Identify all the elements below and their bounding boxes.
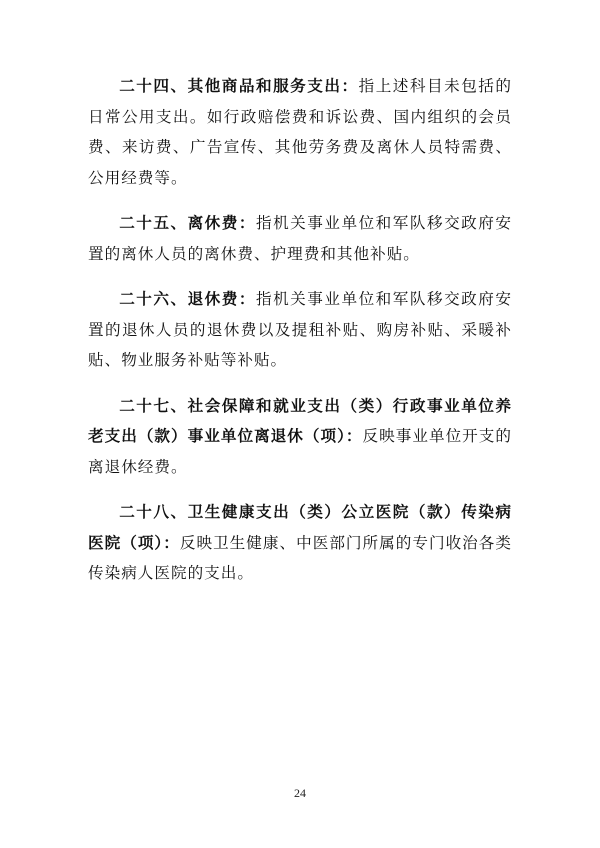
paragraph-25-text: 指机关事业单位和军队移交政府安置的离休人员的离休费、护理费和其他补贴。 [88,214,512,263]
page-number: 24 [294,786,306,800]
paragraph-24-heading: 二十四、其他商品和服务支出： [119,76,359,95]
paragraph-28-heading: 二十八、卫生健康支出（类）公立医院（款）传染病医院（项）： [88,502,512,552]
paragraph-25 [88,208,512,269]
paragraph-28 [88,497,512,589]
paragraph-24-text: 指上述科目未包括的日常公用支出。如行政赔偿费和诉讼费、国内组织的会员费、来访费、广告宣传、其他劳务费及离休人员特需费、公用经费等。 [88,77,512,187]
paragraph-27-text: 反映事业单位开支的离退休经费。 [88,427,512,476]
paragraph-27 [88,391,512,483]
document-body [88,71,512,604]
paragraph-27-heading: 二十七、社会保障和就业支出（类）行政事业单位养老支出（款）事业单位离退休（项）： [88,395,512,445]
paragraph-26-text: 指机关事业单位和军队移交政府安置的退休人员的退休费以及提租补贴、购房补贴、采暖补贴、物业服务补贴等补贴。 [88,290,512,369]
paragraph-28-text: 反映卫生健康、中医部门所属的专门收治各类传染病人医院的支出。 [88,533,512,582]
paragraph-26 [88,284,512,376]
paragraph-24 [88,71,512,193]
paragraph-25-heading: 二十五、离休费： [119,213,256,232]
paragraph-26-heading: 二十六、退休费： [119,289,256,308]
